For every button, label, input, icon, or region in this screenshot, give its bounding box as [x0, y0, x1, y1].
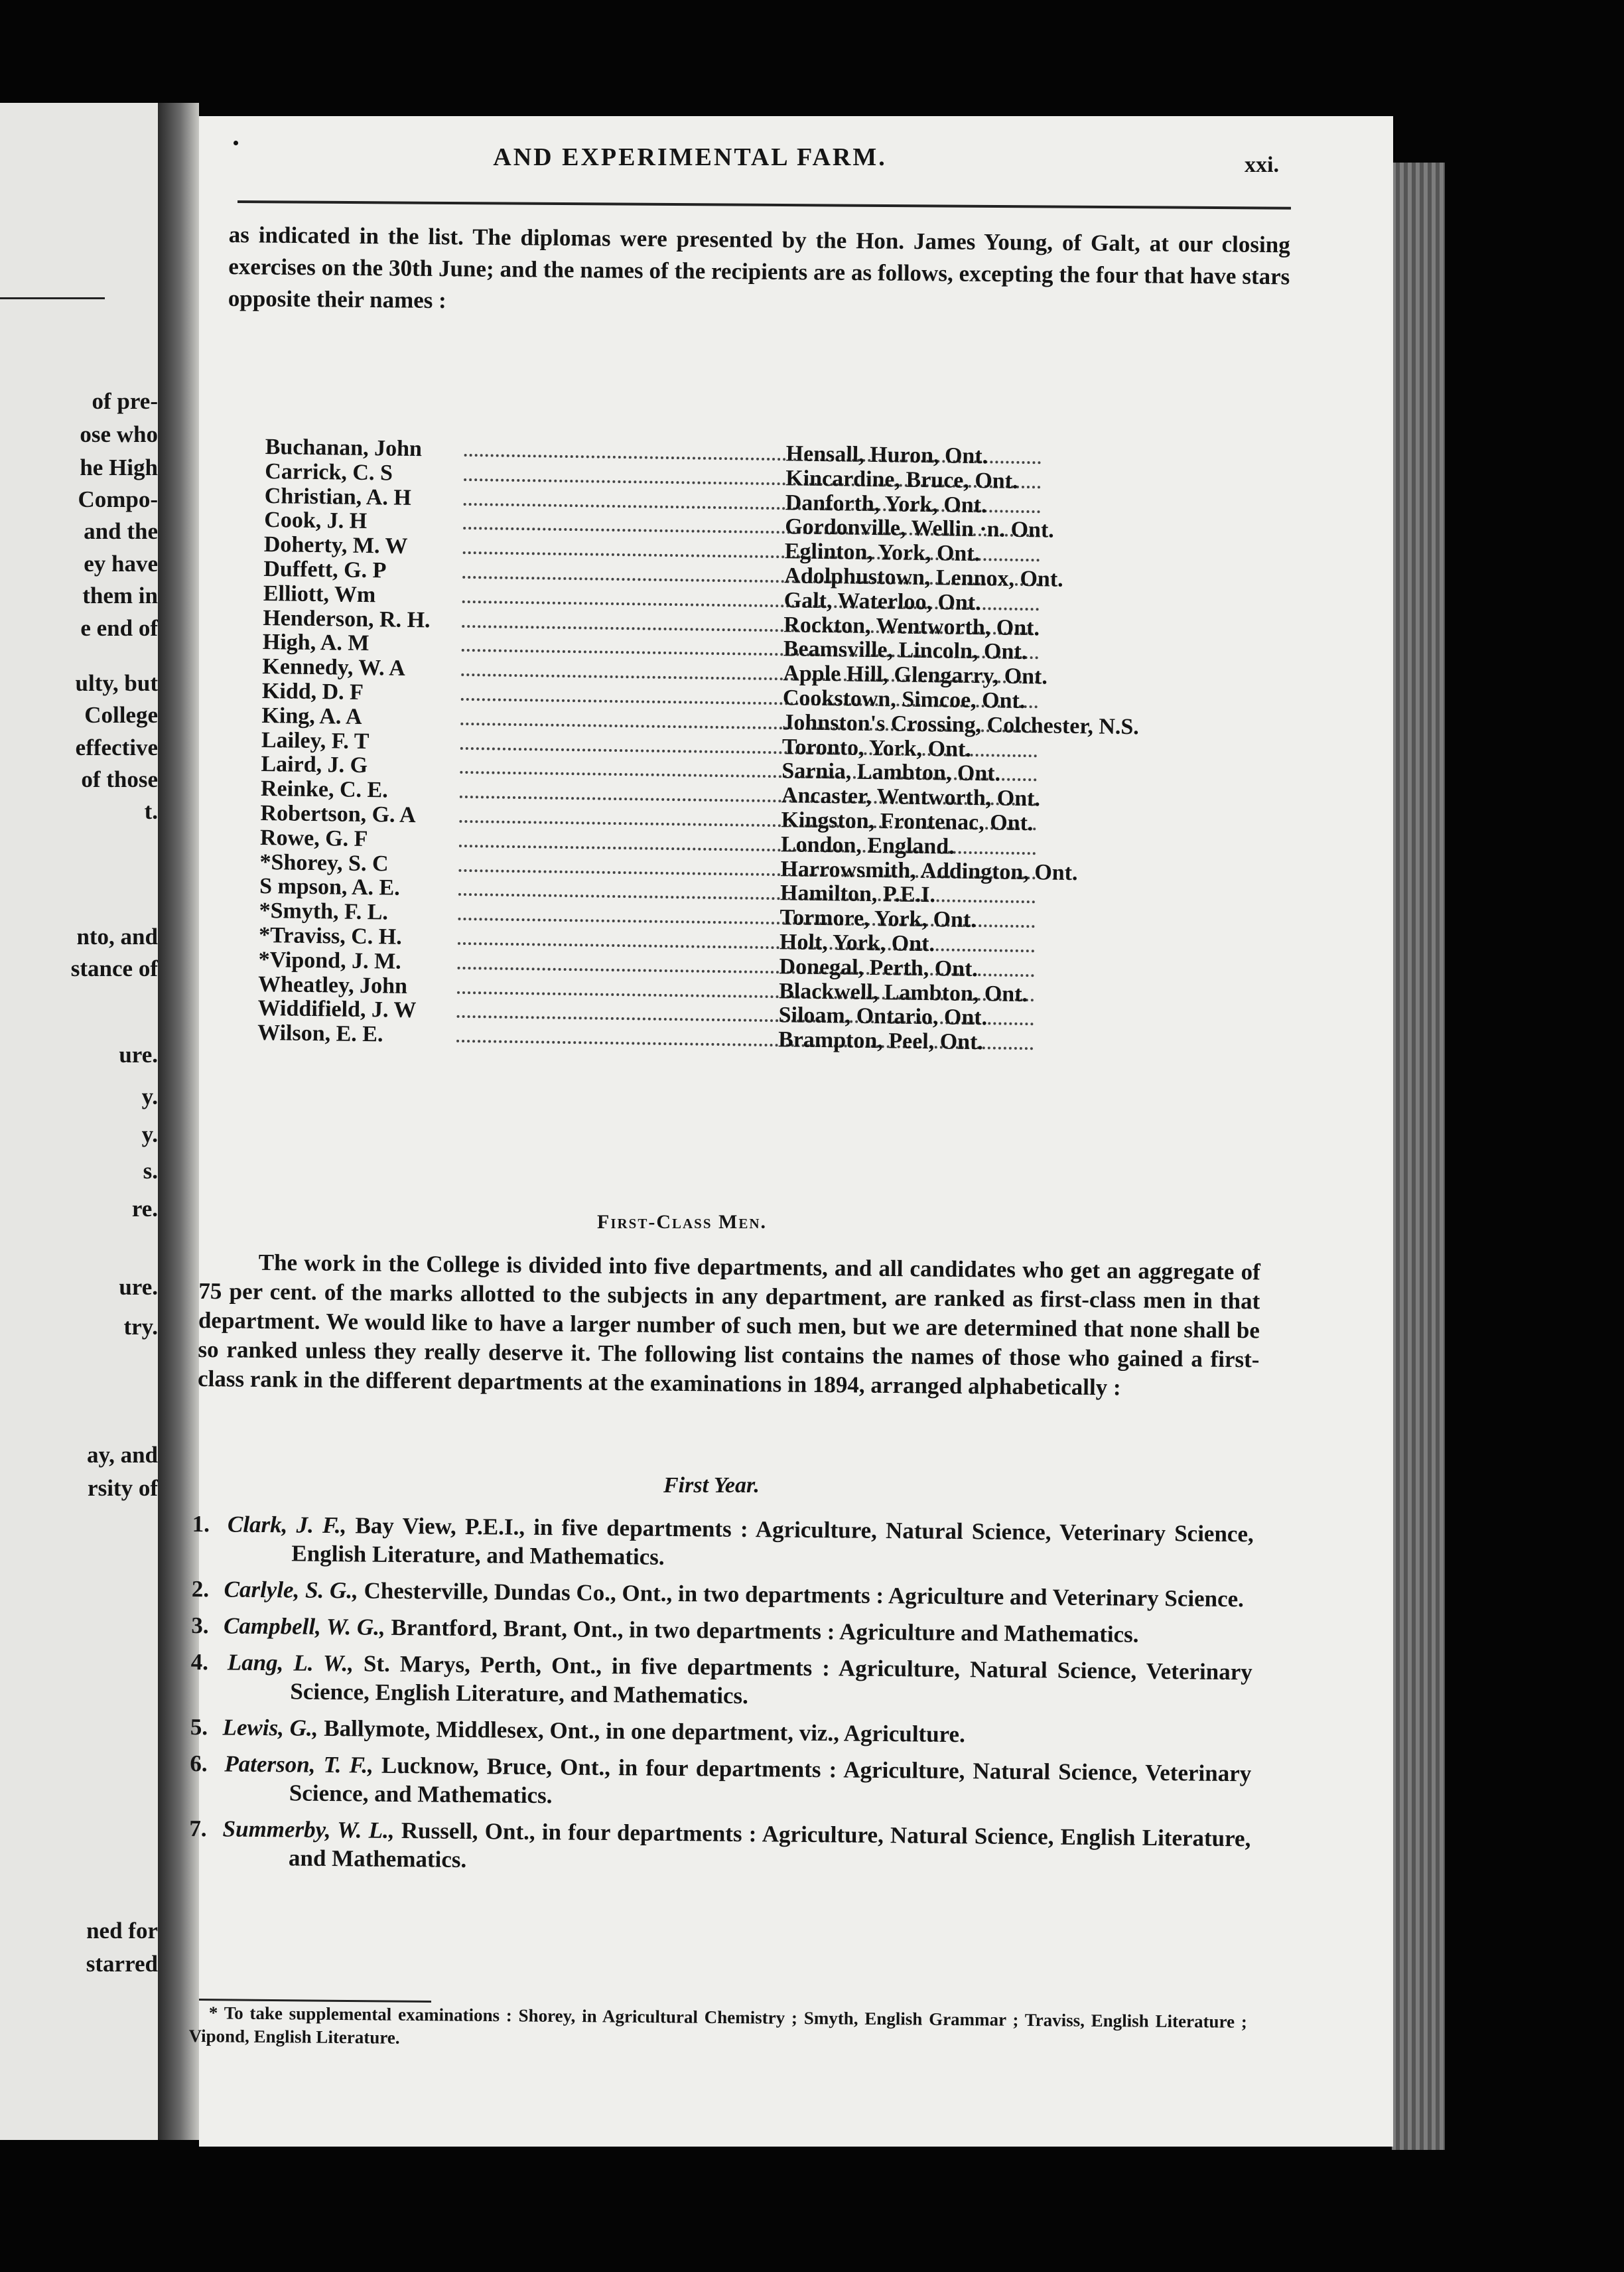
recipient-name: King, A. A [261, 703, 362, 729]
student-details: Chesterville, Dundas Co., Ont., in two departments : Agriculture and Veterinary Science. [358, 1577, 1245, 1612]
student-details: Lucknow, Bruce, Ont., in four departments : Agriculture, Natural Science, Veterinary Science, and Mathematics. [289, 1752, 1252, 1809]
student-name: Carlyle, S. G., [224, 1576, 359, 1604]
left-page-rule [0, 297, 105, 299]
student-details: Ballymote, Middlesex, Ont., in one department, viz., Agriculture. [318, 1715, 966, 1748]
footnote: * To take supplemental examinations : Shorey, in Agricultural Chemistry ; Smyth, English Grammar ; Traviss, English Literature ; Vipond, English Literature. [188, 2003, 1247, 2048]
recipient-list [257, 435, 1260, 1058]
recipient-name: Wheatley, John [257, 971, 408, 999]
left-page-fragment: y. [141, 1084, 158, 1109]
left-page-fragment: effective [75, 735, 158, 760]
section-title: First-Class Men. [597, 1211, 768, 1233]
first-year-entry [190, 1648, 1252, 1715]
recipient-name: Duffett, G. P [263, 556, 387, 583]
entry-number: 3. [191, 1612, 209, 1639]
recipient-place: Blackwell, Lambton, Ont. [778, 978, 1028, 1007]
recipient-name: *Traviss, C. H. [258, 922, 403, 950]
first-class-paragraph: The work in the College is divided into five departments, and all candidates who get an aggregate of 75 per cent. of the marks allotted to the subjects in any department, are ranked as first-class men in that department. We would like to have a larger number of such men, but we are determined that none shall be so ranked unless they really deserve it. The following list contains the names of those who gained a first-class rank in the different departments at the examinations in 1894, arranged alphabetically : [197, 1249, 1260, 1401]
recipient-place: Hamilton, P.E.I. [779, 881, 936, 908]
page-edge [1392, 163, 1445, 2150]
recipient-place: Tormore, York, Ont. [779, 905, 977, 933]
left-page-fragment: them in [82, 583, 158, 608]
recipient-name: Buchanan, John [265, 435, 423, 462]
speck [234, 141, 238, 145]
entry-number: 7. [189, 1815, 207, 1842]
left-page-fragment: ose who [80, 421, 158, 447]
first-year-entry [190, 1713, 1252, 1751]
year-title: First Year. [663, 1473, 760, 1498]
recipient-name: Doherty, M. W [263, 532, 408, 559]
left-page-fragment: t. [144, 798, 158, 824]
recipient-name: Laird, J. G [261, 752, 368, 778]
recipient-name: High, A. M [262, 630, 370, 656]
student-name: Lewis, G., [222, 1714, 318, 1741]
recipient-place: Eglinton, York, Ont. [784, 539, 981, 567]
left-page-fragment: s. [143, 1158, 158, 1184]
left-page-fragment: College [84, 702, 158, 728]
recipient-place: Sarnia, Lambton, Ont. [781, 758, 1001, 786]
recipient-place: Harrowsmith, Addington, Ont. [780, 856, 1078, 885]
first-year-entry [192, 1575, 1253, 1613]
student-name: Clark, J. F., [227, 1511, 347, 1539]
left-page-fragment: starred [86, 1951, 158, 1977]
left-page-fragment: ure. [119, 1042, 158, 1068]
recipient-name: *Shorey, S. C [259, 849, 389, 877]
recipient-place: Adolphustown, Lennox, Ont. [784, 563, 1063, 592]
left-page-fragment: ure. [119, 1274, 158, 1300]
running-header: AND EXPERIMENTAL FARM. [493, 143, 887, 171]
recipient-name: Elliott, Wm [263, 581, 376, 607]
left-page-fragment: try. [123, 1314, 158, 1340]
student-details: Bay View, P.E.I., in five departments : Agriculture, Natural Science, Veterinary Science, English Literature, and Mathematics. [291, 1512, 1254, 1570]
student-details: Brantford, Brant, Ont., in two departments : Agriculture and Mathematics. [385, 1614, 1139, 1648]
entry-number: 4. [190, 1648, 209, 1675]
recipient-name: Reinke, C. E. [260, 776, 388, 803]
first-year-list [189, 1510, 1254, 1889]
recipient-name: *Vipond, J. M. [258, 947, 401, 974]
left-page-fragment: he High [80, 455, 158, 480]
recipient-place: Holt, York, Ont. [779, 930, 935, 957]
entry-number: 5. [190, 1713, 208, 1740]
student-details: St. Marys, Perth, Ont., in five departments : Agriculture, Natural Science, Veterinary Science, English Literature, and Mathematics. [290, 1650, 1252, 1709]
left-page-fragment: rsity of [88, 1475, 158, 1501]
intro-paragraph: as indicated in the list. The diplomas were presented by the Hon. James Young, of Galt, at our closing exercises on the 30th June; and the names of the recipients are as follows, excepting the four that have stars opposite their names : [228, 221, 1290, 314]
left-page-fragment: y. [141, 1121, 158, 1147]
recipient-place: Kincardine, Bruce, Ont. [785, 466, 1018, 494]
left-page-fragment: e end of [80, 615, 158, 641]
recipient-name: Widdifield, J. W [257, 996, 417, 1023]
left-page-fragment: ned for [86, 1918, 158, 1944]
left-page-fragment: re. [131, 1196, 158, 1222]
recipient-place: Brampton, Peel, Ont. [778, 1027, 984, 1055]
entry-number: 1. [192, 1511, 210, 1537]
recipient-name: Christian, A. H [264, 483, 412, 510]
recipient-place: Toronto, York, Ont. [781, 734, 972, 762]
left-page-fragment: ulty, but [75, 670, 158, 696]
recipient-name: Rowe, G. F [259, 825, 368, 851]
recipient-place: Apple Hill, Glengarry, Ont. [783, 661, 1048, 689]
student-name: Campbell, W. G., [223, 1612, 385, 1640]
left-page-fragment: and the [84, 518, 158, 544]
student-name: Lang, L. W., [227, 1649, 354, 1677]
recipient-place: Cookstown, Simcoe, Ont. [782, 685, 1026, 713]
recipient-name: Henderson, R. H. [263, 605, 431, 632]
left-page-fragment: of pre- [92, 388, 158, 414]
left-page-fragment: Compo- [78, 486, 158, 512]
recipient-place: Siloam, Ontario, Ont. [778, 1003, 988, 1030]
recipient-name: Kennedy, W. A [262, 654, 406, 681]
recipient-place: Donegal, Perth, Ont. [779, 954, 979, 981]
student-name: Paterson, T. F., [224, 1750, 374, 1778]
student-details: Russell, Ont., in four departments : Agriculture, Natural Science, English Literature, and Mathematics. [288, 1817, 1251, 1873]
page-number: xxi. [1245, 153, 1279, 177]
student-name: Summerby, W. L., [222, 1815, 395, 1843]
left-page-fragment: stance of [70, 956, 158, 981]
recipient-place: Rockton, Wentworth, Ont. [783, 612, 1040, 640]
recipient-name: Robertson, G. A [260, 800, 416, 827]
recipient-name: Kidd, D. F [261, 678, 364, 705]
entry-number: 2. [191, 1575, 210, 1602]
recipient-place: Johnston's Crossing, Colchester, N.S. [782, 710, 1140, 740]
left-page [0, 103, 158, 2140]
first-year-entry [191, 1611, 1252, 1650]
recipient-name: Carrick, C. S [265, 459, 393, 486]
first-year-entry [189, 1814, 1251, 1881]
left-page-fragment: ey have [84, 551, 158, 577]
recipient-place: Galt, Waterloo, Ont. [783, 588, 981, 615]
first-year-entry [190, 1749, 1252, 1816]
recipient-name: S mpson, A. E. [259, 874, 400, 901]
recipient-name: Cook, J. H [264, 508, 368, 534]
recipient-place: Gordonville, Wellin ·n. Ont. [785, 514, 1055, 543]
recipient-place: London, England. [780, 831, 955, 859]
recipient-name: Lailey, F. T [261, 727, 370, 754]
first-year-entry [192, 1510, 1254, 1577]
recipient-place: Ancaster, Wentworth, Ont. [781, 783, 1041, 812]
left-page-fragment: of those [81, 766, 158, 792]
recipient-place: Kingston, Frontenac, Ont. [781, 808, 1034, 836]
left-page-fragment: ay, and [87, 1442, 158, 1468]
recipient-name: *Smyth, F. L. [259, 898, 389, 925]
recipient-place: Hensall, Huron, Ont. [785, 441, 988, 469]
recipient-place: Beamsville, Lincoln, Ont. [783, 636, 1028, 665]
left-page-fragment: nto, and [76, 924, 158, 950]
entry-number: 6. [190, 1750, 208, 1777]
recipient-place: Danforth, York, Ont. [785, 490, 987, 518]
recipient-name: Wilson, E. E. [257, 1021, 383, 1047]
